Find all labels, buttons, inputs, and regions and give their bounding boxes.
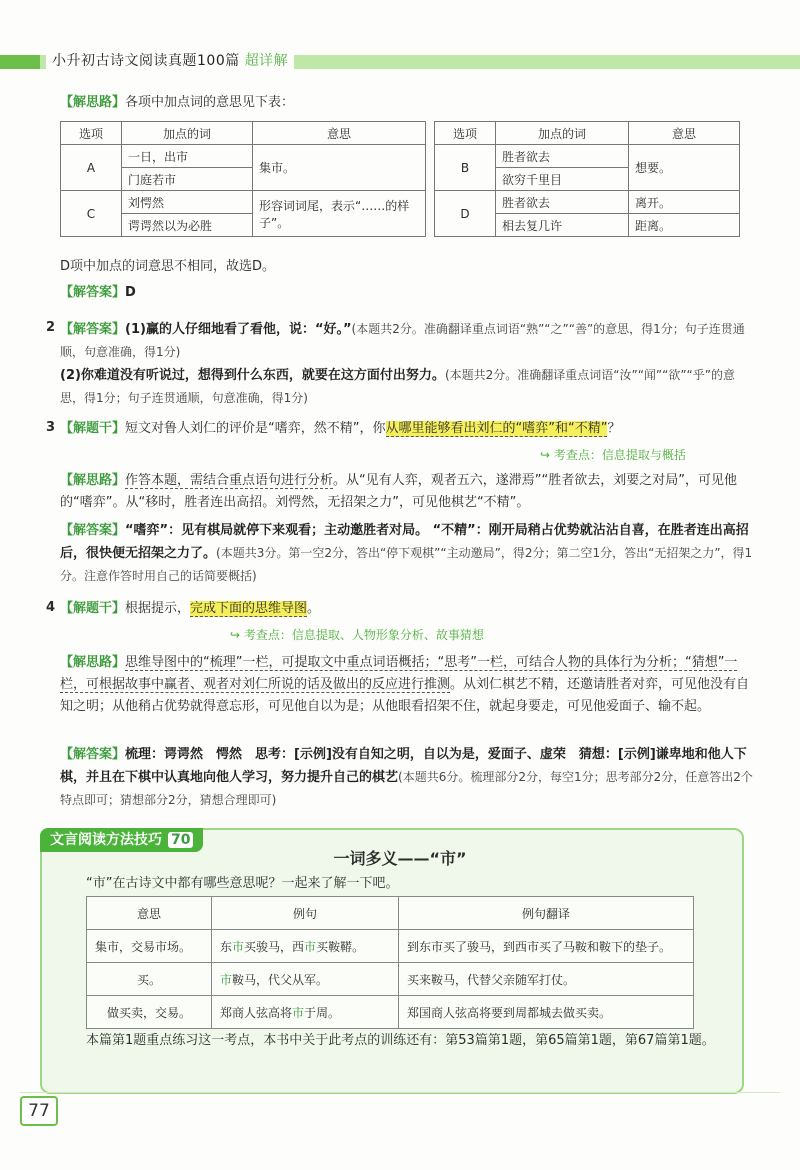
tigan-label: 【解题干】 bbox=[60, 601, 126, 616]
cell-meaning: 集市。 bbox=[253, 145, 426, 191]
ex-key: 市 bbox=[292, 1005, 305, 1020]
tips-footer: 本篇第1题重点练习这一考点，本书中关于此考点的训练还有：第53篇第1题，第65篇第1题，第67篇第1题。 bbox=[86, 1033, 715, 1048]
daan-label: 【解答案】 bbox=[60, 747, 126, 762]
page-number: 77 bbox=[20, 1096, 58, 1126]
ex-text: 于周。 bbox=[304, 1005, 341, 1020]
th-translation: 例句翻译 bbox=[399, 897, 694, 930]
ex-key: 市 bbox=[304, 939, 317, 954]
daan-label: 【解答案】 bbox=[60, 322, 126, 337]
q3-stem bbox=[60, 418, 758, 440]
tigan-label: 【解题干】 bbox=[60, 421, 126, 436]
ex-text: 鞍马，代父从军。 bbox=[232, 972, 329, 987]
q3-silu bbox=[60, 470, 758, 514]
th-meaning: 意思 bbox=[629, 122, 740, 145]
q4-stem bbox=[60, 598, 758, 620]
q4-callout bbox=[230, 626, 484, 643]
silu-underlined: 思维导图中的“梳理”一栏，可提取文中重点词语概括；“思考”一栏，可结合人物的具体行为分析；“猜想”一栏，可根据故事中赢者、观者对刘仁所说的话及做出的反应进行推测 bbox=[60, 655, 738, 692]
cell-word: 谔谔然以为必胜 bbox=[122, 214, 253, 237]
tips-intro: “市”在古诗文中都有哪些意思呢？一起来了解一下吧。 bbox=[86, 876, 399, 891]
arrow-icon: ↪ bbox=[540, 448, 551, 462]
ex-key: 市 bbox=[232, 939, 245, 954]
q1-silu bbox=[60, 92, 758, 114]
header-bar-accent bbox=[0, 55, 40, 69]
cell-word: 门庭若市 bbox=[122, 168, 253, 191]
cell-word: 胜者欲去 bbox=[496, 145, 629, 168]
silu-text: 。从刘仁棋艺不精，还邀请胜者对弈，可见他没有自知之明；从他稍占优势就得意忘形，可见他自以为是；从他眼看招架不住，就起身要走，可见他爱面子、输不起。 bbox=[60, 677, 750, 714]
tips-tag-number: 70 bbox=[168, 832, 193, 848]
daan-label: 【解答案】 bbox=[60, 523, 126, 538]
silu-text: 各项中加点词的意思见下表： bbox=[125, 95, 295, 110]
tips-tag-text: 文言阅读方法技巧 bbox=[50, 832, 162, 848]
cell-example bbox=[212, 963, 399, 996]
cell-word: 一日，出市 bbox=[122, 145, 253, 168]
footer-rule bbox=[20, 1092, 780, 1093]
table-row bbox=[87, 963, 694, 996]
q3-number: 3 bbox=[46, 420, 56, 435]
cell-meaning: 做买卖，交易。 bbox=[87, 996, 212, 1029]
q4-number: 4 bbox=[46, 600, 56, 615]
ex-text: 买骏马，西 bbox=[244, 939, 305, 954]
silu-text: 。从“见有人弈，观者五六，遂滞焉”“胜者欲去，刘要之对局”，可见他的“嗜弈”。从“移时，胜者连出高招。刘愕然，无招架之力”，可见他棋艺“不精”。 bbox=[60, 473, 737, 510]
daan-text: D bbox=[125, 285, 136, 300]
th-example: 例句 bbox=[212, 897, 399, 930]
meaning-table-left bbox=[60, 121, 426, 237]
cell-translation: 到东市买了骏马，到西市买了马鞍和鞍下的垫子。 bbox=[399, 930, 694, 963]
arrow-icon: ↪ bbox=[230, 628, 241, 642]
cell-meaning: 距离。 bbox=[629, 214, 740, 237]
table-row bbox=[87, 996, 694, 1029]
silu-label: 【解思路】 bbox=[60, 655, 126, 670]
ex-text: 东 bbox=[220, 939, 233, 954]
q1-answer bbox=[60, 282, 758, 304]
cell-meaning: 集市，交易市场。 bbox=[87, 930, 212, 963]
q3-answer bbox=[60, 520, 758, 588]
th-word: 加点的词 bbox=[122, 122, 253, 145]
cell-meaning: 离开。 bbox=[629, 191, 740, 214]
answer-text: 梳理：谔谔然 愕然 思考：[示例]没有自知之明，自以为是，爱面子、虚荣 猜想：[示例]谦卑地和他人下棋，并且在下棋中认真地向他人学习，努力提升自己的棋艺 bbox=[60, 747, 747, 785]
daan-label: 【解答案】 bbox=[60, 285, 126, 300]
meaning-table-right bbox=[434, 121, 740, 237]
score-note: (本题共3分。第一空2分，答出“停下观棋”“主动邀局”，得2分；第二空1分，答出“无招架之力”，得1分。注意作答时用自己的话简要概括) bbox=[60, 546, 753, 583]
cell-option-b: B bbox=[435, 145, 496, 191]
stem-text: 短文对鲁人刘仁的评价是“嗜弈，然不精”，你 bbox=[125, 421, 386, 436]
cell-example bbox=[212, 930, 399, 963]
answer-text: (1)赢的人仔细地看了看他，说：“好。” bbox=[125, 322, 352, 337]
q4-silu bbox=[60, 652, 758, 718]
ex-key: 市 bbox=[220, 972, 233, 987]
cell-word: 欲穷千里目 bbox=[496, 168, 629, 191]
book-title-tag: 超详解 bbox=[244, 53, 289, 69]
table-row bbox=[87, 930, 694, 963]
silu-label: 【解思路】 bbox=[60, 473, 126, 488]
th-word: 加点的词 bbox=[496, 122, 629, 145]
q4-answer bbox=[60, 744, 758, 812]
q2-answer-2 bbox=[60, 364, 758, 410]
answer-text: “嗜弈”：见有棋局就停下来观看；主动邀胜者对局。 “不精”：刚开局稍占优势就沾沾自喜，在胜者连出高招后，很快便无招架之力了。 bbox=[60, 523, 749, 561]
cell-example bbox=[212, 996, 399, 1029]
th-option: 选项 bbox=[435, 122, 496, 145]
book-title bbox=[46, 50, 294, 70]
answer-text: (2)你难道没有听说过，想得到什么东西，就要在这方面付出努力。 bbox=[60, 368, 445, 383]
cell-meaning: 买。 bbox=[87, 963, 212, 996]
cell-translation: 郑国商人弦高将要到周都城去做买卖。 bbox=[399, 996, 694, 1029]
cell-meaning: 想要。 bbox=[629, 145, 740, 191]
tips-title: 一词多义——“市” bbox=[333, 849, 467, 868]
stem-text: 根据提示， bbox=[125, 601, 191, 616]
book-title-text: 小升初古诗文阅读真题100篇 bbox=[52, 53, 240, 69]
stem-text: 。 bbox=[307, 601, 321, 616]
silu-underlined: 作答本题，需结合重点语句进行分析 bbox=[125, 473, 334, 488]
q2-number: 2 bbox=[46, 320, 56, 335]
score-note: (本题共2分。准确翻译重点词语“熟”“之”“善”的意思，得1分；句子连贯通顺，句意准确，得1分) bbox=[60, 322, 745, 359]
ex-text: 郑商人弦高将 bbox=[220, 1005, 293, 1020]
ex-text: 买鞍鞯。 bbox=[316, 939, 365, 954]
stem-highlight: 从哪里能够看出刘仁的“嗜弈”和“不精” bbox=[385, 421, 608, 436]
th-meaning: 意思 bbox=[253, 122, 426, 145]
silu-label: 【解思路】 bbox=[60, 95, 126, 110]
th-meaning: 意思 bbox=[87, 897, 212, 930]
cell-option-a: A bbox=[61, 145, 122, 191]
cell-option-c: C bbox=[61, 191, 122, 237]
cell-word: 相去复几许 bbox=[496, 214, 629, 237]
tips-table bbox=[86, 896, 694, 1029]
cell-translation: 买来鞍马，代替父亲随军打仗。 bbox=[399, 963, 694, 996]
th-option: 选项 bbox=[61, 122, 122, 145]
q2-answer-1 bbox=[60, 318, 758, 364]
q1-conclusion: D项中加点的词意思不相同，故选D。 bbox=[60, 259, 276, 274]
cell-word: 刘愕然 bbox=[122, 191, 253, 214]
stem-highlight: 完成下面的思维导图 bbox=[190, 601, 308, 616]
cell-meaning: 形容词词尾，表示“……的样子”。 bbox=[253, 191, 426, 237]
callout-text: 考查点：信息提取、人物形象分析、故事猜想 bbox=[243, 628, 484, 642]
cell-option-d: D bbox=[435, 191, 496, 237]
stem-text: ？ bbox=[607, 421, 621, 436]
q3-callout bbox=[540, 446, 686, 463]
score-note: (本题共2分。准确翻译重点词语“汝”“闻”“欲”“乎”的意思，得1分；句子连贯通顺，句意准确，得1分) bbox=[60, 368, 735, 405]
callout-text: 考查点：信息提取与概括 bbox=[553, 448, 686, 462]
score-note: (本题共6分。梳理部分2分，每空1分；思考部分2分，任意答出2个特点即可；猜想部分2分，猜想合理即可) bbox=[60, 770, 753, 807]
cell-word: 胜者欲去 bbox=[496, 191, 629, 214]
